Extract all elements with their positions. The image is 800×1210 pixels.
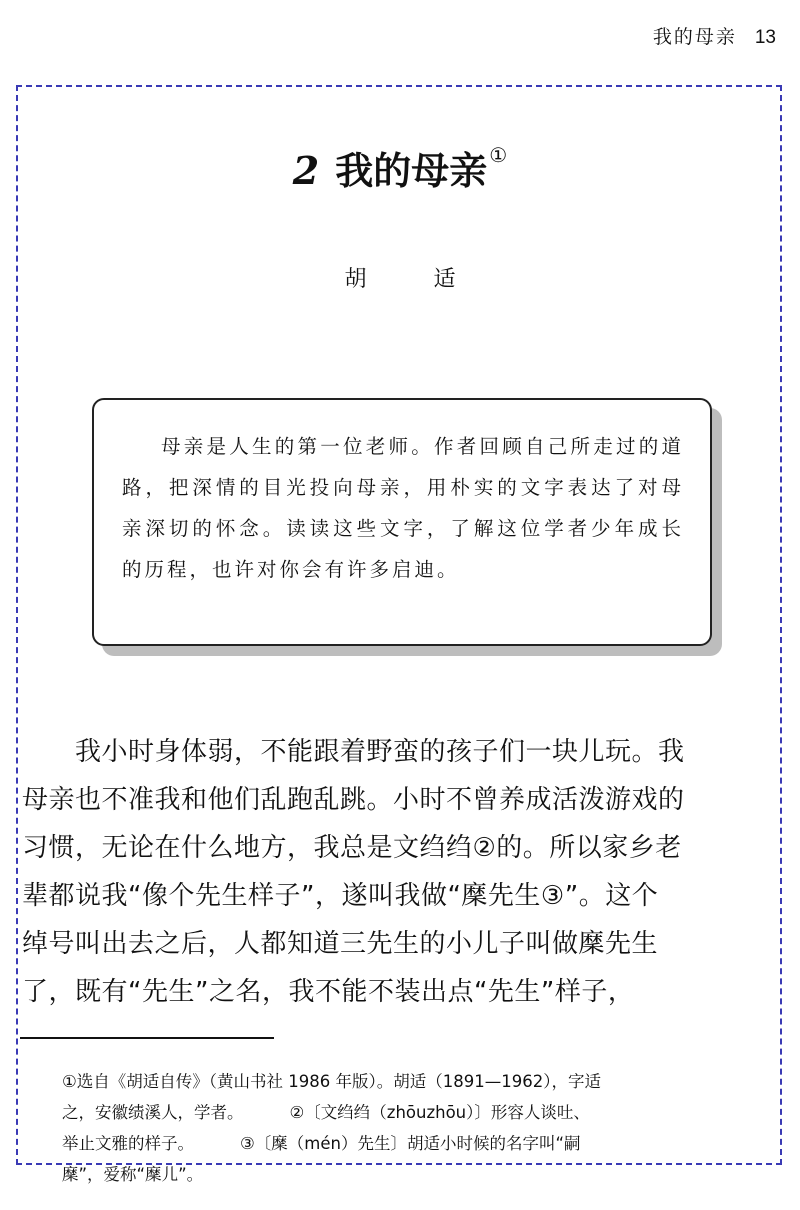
page-number: 13 [754,27,776,48]
body-line: 辈都说我“像个先生样子”，遂叫我做“穈先生③”。这个 [22,881,659,911]
footnote-2: ②〔文绉绉（zhōuzhōu）〕形容人谈吐、 [289,1103,590,1122]
footnote-line [62,1066,782,1097]
body-text [22,728,784,1016]
body-line: 母亲也不准我和他们乱跑乱跳。小时不曾养成活泼游戏的 [22,785,685,815]
running-title: 我的母亲 [652,26,737,48]
lesson-number: 2 [292,148,320,193]
footnote-3-cont: 穈”，爱称“穈儿”。 [62,1165,204,1184]
lesson-title [0,140,800,195]
footnotes [62,1066,782,1190]
footnote-line [62,1159,782,1190]
footnote-divider [20,1037,274,1039]
footnote-1-cont: 之，安徽绩溪人，学者。 [62,1103,244,1122]
body-line: 绰号叫出去之后，人都知道三先生的小儿子叫做穈先生 [22,929,659,959]
running-header [653,22,776,49]
footnote-2-cont: 举止文雅的样子。 [62,1134,194,1153]
footnote-line [62,1097,782,1128]
intro-box [92,398,712,646]
title-footnote-mark[interactable]: ① [489,143,508,167]
footnote-line [62,1128,782,1159]
body-line: 我小时身体弱，不能跟着野蛮的孩子们一块儿玩。我 [22,737,685,767]
body-line: 了，既有“先生”之名，我不能不装出点“先生”样子， [22,977,635,1007]
intro-text: 母亲是人生的第一位老师。作者回顾自己所走过的道路，把深情的目光投向母亲，用朴实的文字表达了对母亲深切的怀念。读读这些文字，了解这位学者少年成长的历程，也许对你会有许多启迪。 [122,435,684,581]
lesson-title-text: 我的母亲 [335,149,488,193]
body-line: 习惯，无论在什么地方，我总是文绉绉②的。所以家乡老 [22,833,682,863]
footnote-3: ③〔穈（mén）先生〕胡适小时候的名字叫“嗣 [240,1134,581,1153]
footnote-1: ①选自《胡适自传》（黄山书社 1986 年版）。胡适（1891—1962），字适 [62,1072,602,1091]
author: 胡 适 [344,267,486,292]
